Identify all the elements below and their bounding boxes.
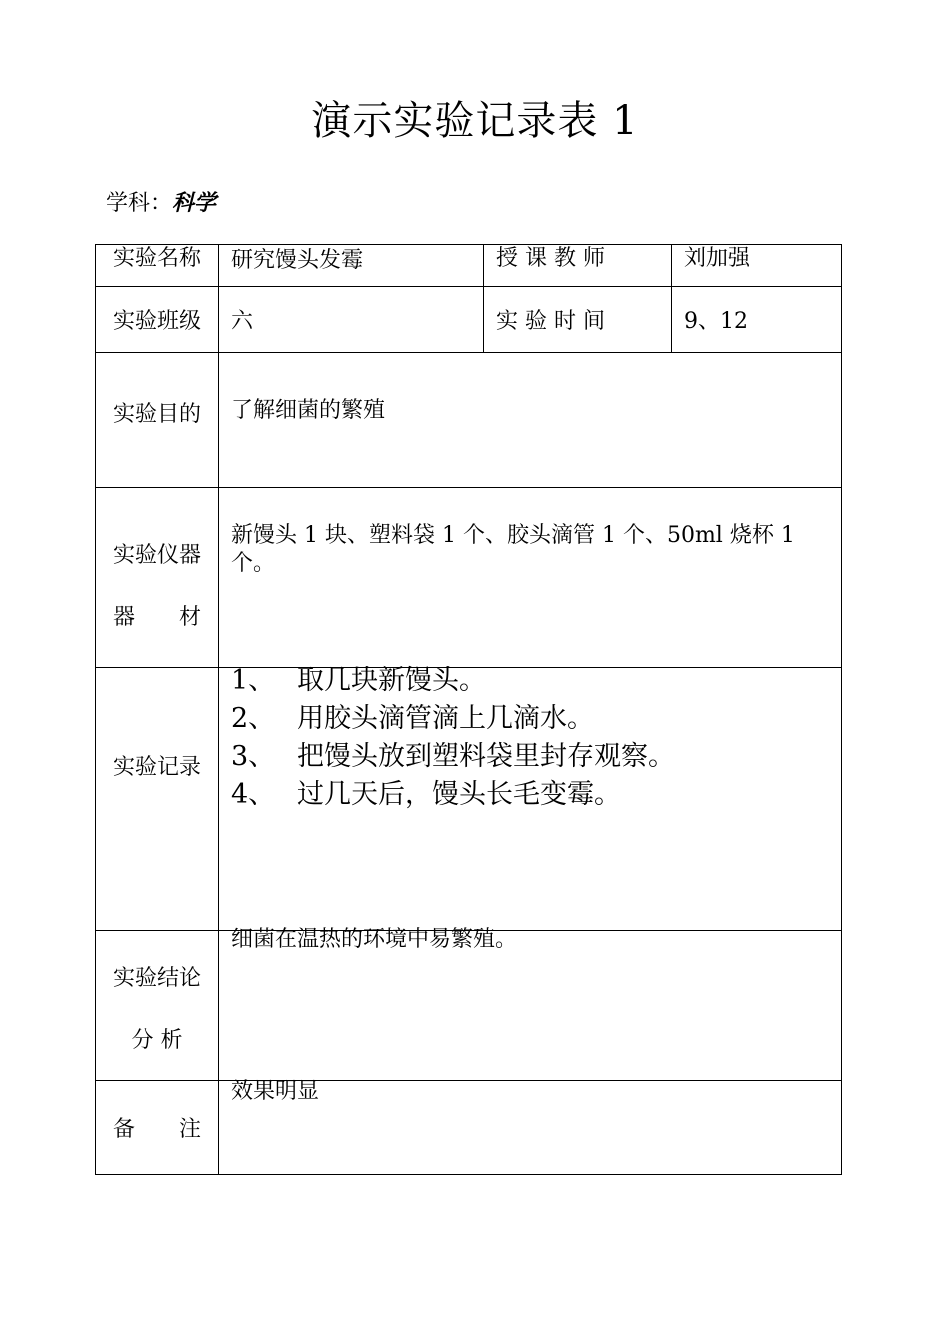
value-class: 六 — [219, 287, 484, 353]
value-remarks — [219, 1081, 842, 1175]
label-equipment-line2: 器 材 — [112, 604, 201, 630]
conclusion-text: 细菌在温热的环境中易繁殖。 — [231, 927, 518, 952]
row-record — [96, 668, 842, 931]
label-equipment-line1: 实验仪器 — [112, 542, 201, 568]
row-purpose — [96, 353, 842, 488]
value-conclusion — [219, 927, 842, 1081]
label-conclusion — [96, 931, 219, 1081]
value-time: 9、12 — [672, 287, 842, 353]
label-teacher: 授 课 教 师 — [484, 245, 672, 287]
list-item: 4、 过几天后，馒头长毛变霉。 — [231, 779, 621, 810]
list-item: 2、 用胶头滴管滴上几滴水。 — [231, 703, 594, 734]
subject-label: 学科： — [106, 191, 173, 216]
remarks-text: 效果明显 — [231, 1079, 320, 1104]
label-record: 实验记录 — [96, 668, 219, 931]
list-item: 3、 把馒头放到塑料袋里封存观察。 — [231, 741, 675, 772]
subject-line — [106, 186, 216, 221]
label-class: 实验班级 — [96, 287, 219, 353]
value-purpose: 了解细菌的繁殖 — [219, 353, 842, 488]
row-experiment-name — [96, 245, 842, 287]
value-teacher: 刘加强 — [672, 245, 842, 287]
row-class — [96, 287, 842, 353]
label-time: 实 验 时 间 — [484, 287, 672, 353]
label-experiment-name: 实验名称 — [96, 245, 219, 287]
list-item: 1、 取几块新馒头。 — [231, 665, 486, 696]
value-experiment-name: 研究馒头发霉 — [219, 245, 484, 287]
page-title: 演示实验记录表 1 — [311, 98, 639, 144]
label-remarks: 备 注 — [96, 1081, 219, 1175]
experiment-record-table — [95, 244, 842, 1175]
subject-value: 科学 — [172, 190, 217, 216]
row-equipment — [96, 488, 842, 668]
record-steps — [231, 662, 841, 814]
label-conclusion-line1: 实验结论 — [112, 965, 201, 991]
label-equipment — [96, 488, 219, 668]
row-remarks — [96, 1081, 842, 1175]
label-purpose: 实验目的 — [96, 353, 219, 488]
value-record — [219, 665, 842, 931]
row-conclusion — [96, 931, 842, 1081]
value-equipment: 新馒头 1 块、塑料袋 1 个、胶头滴管 1 个、50ml 烧杯 1 个。 — [219, 488, 842, 668]
label-conclusion-line2: 分 析 — [131, 1027, 183, 1053]
